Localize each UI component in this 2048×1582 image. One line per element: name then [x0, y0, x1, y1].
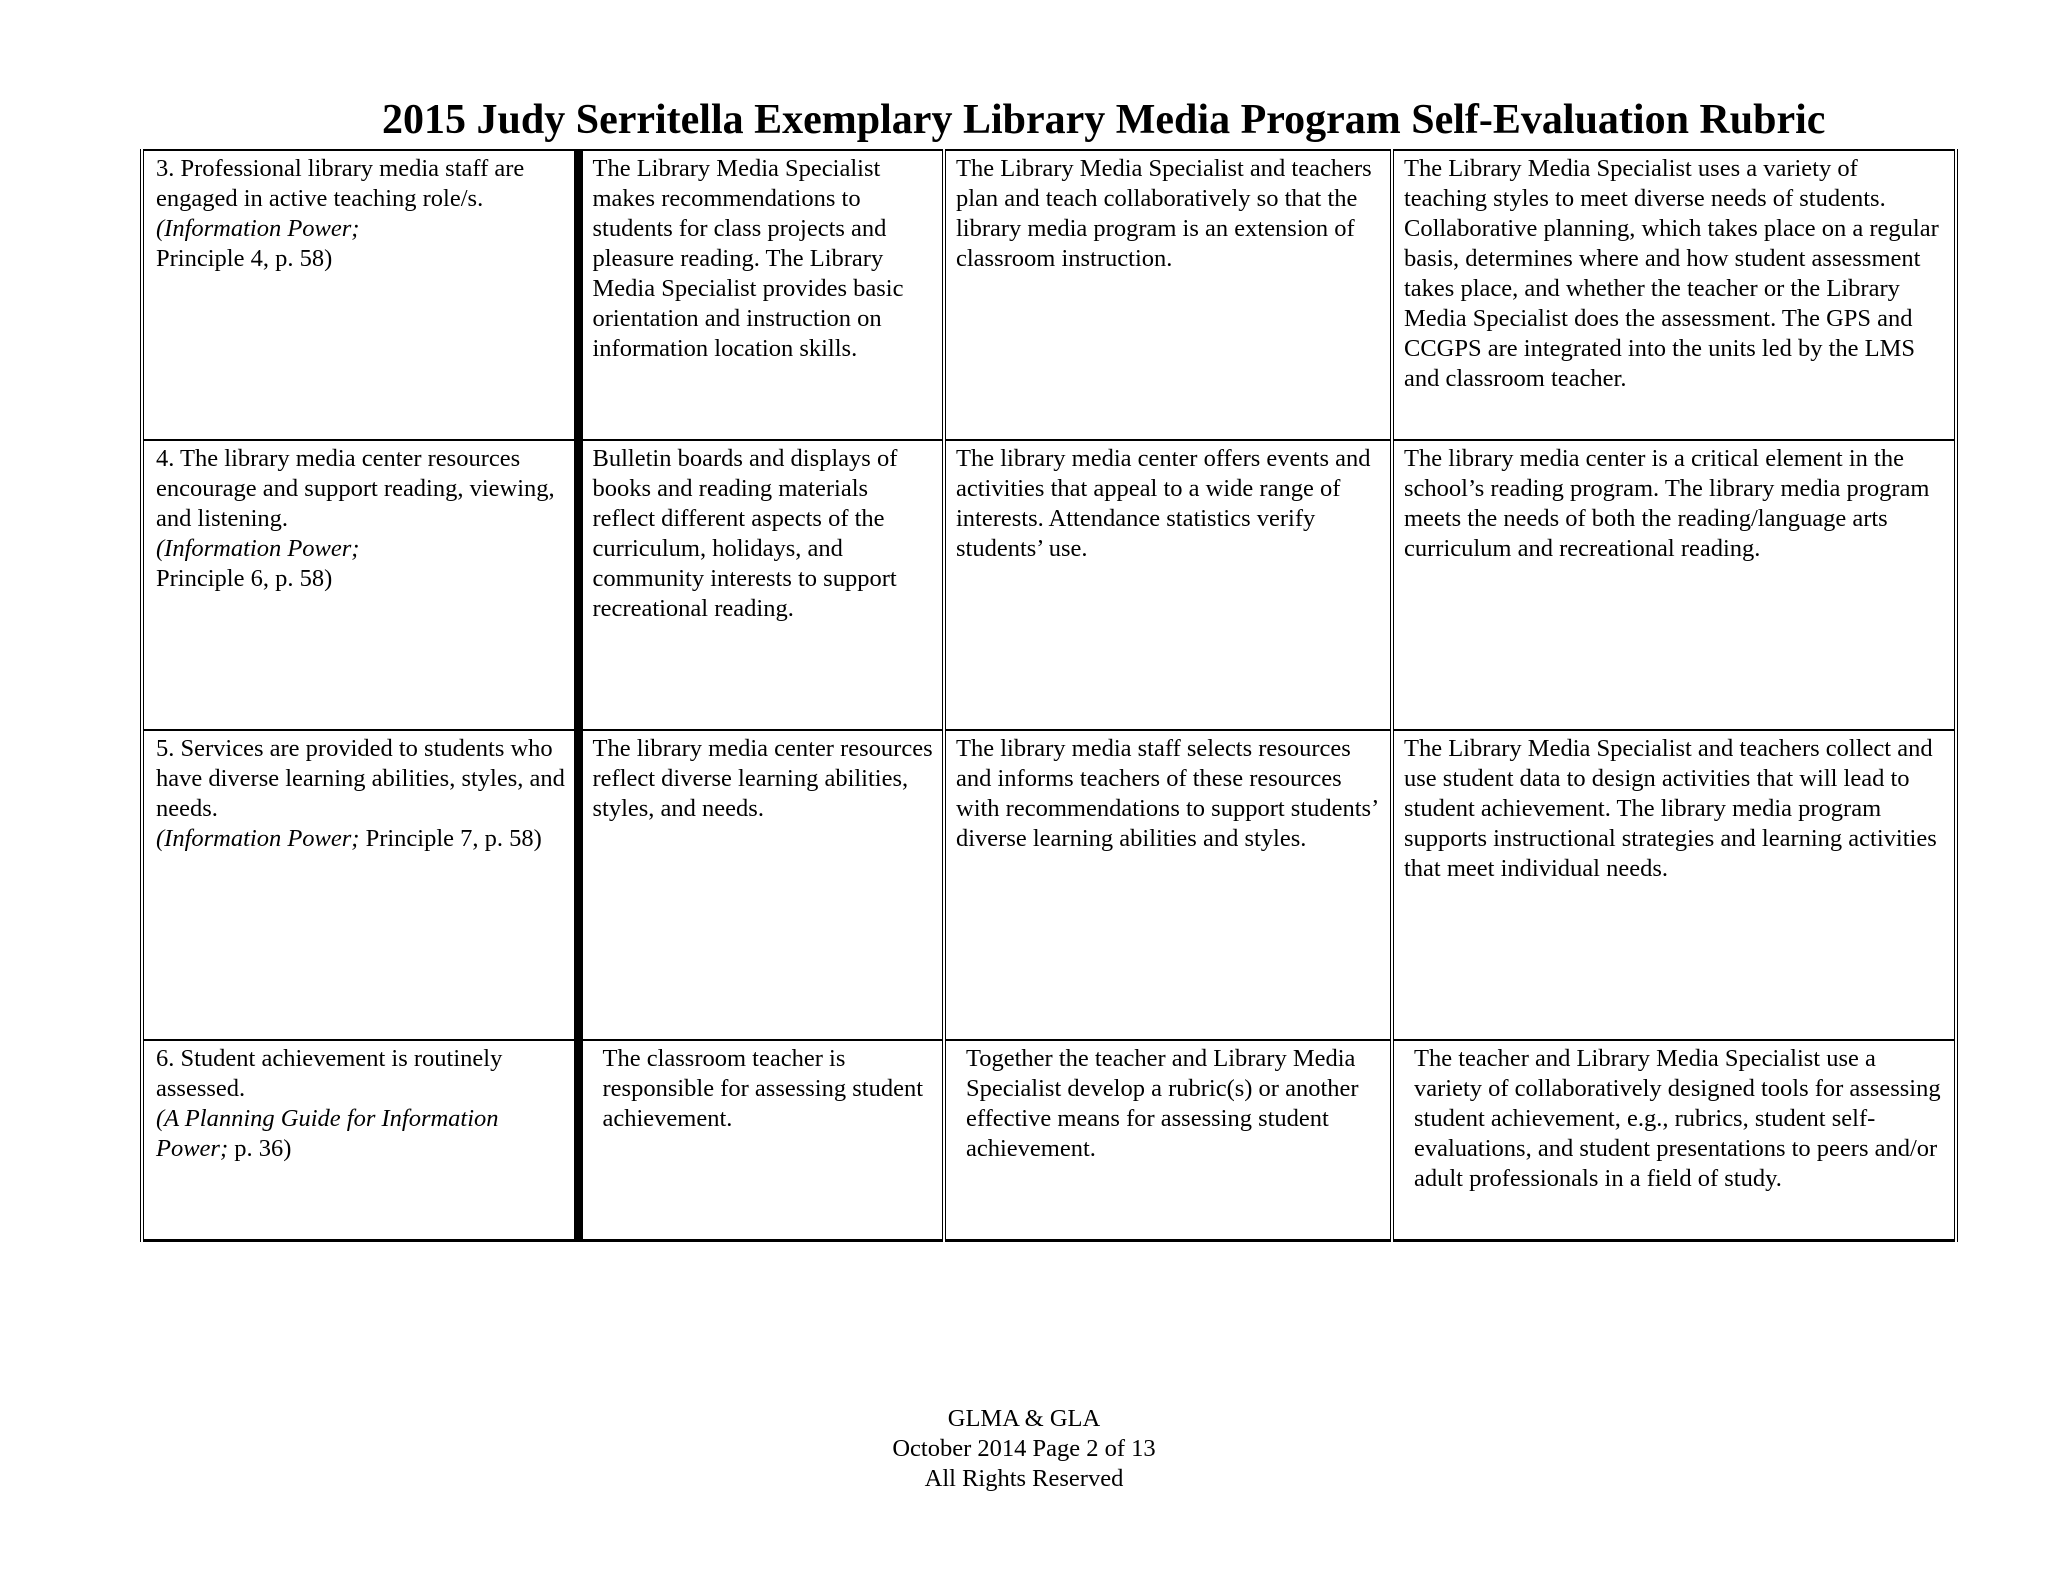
- page-footer: [0, 1404, 2048, 1494]
- table-row: [142, 1040, 1956, 1240]
- level-1-cell: Bulletin boards and displays of books and reading materials reflect different aspects of the curriculum, holidays, and community interests to support recreational reading.: [578, 440, 944, 730]
- citation-italic: (Information Power;: [156, 215, 360, 242]
- citation-text: Principle 4, p. 58): [156, 245, 333, 272]
- citation-wrap: [156, 825, 542, 852]
- criterion-cell: [142, 1040, 578, 1240]
- citation-italic: (Information Power;: [156, 825, 360, 852]
- criterion-text: 4. The library media center resources encourage and support reading, viewing, and listening.: [156, 445, 555, 532]
- page-title: 2015 Judy Serritella Exemplary Library Media Program Self-Evaluation Rubric: [382, 97, 1826, 143]
- criterion-text: 6. Student achievement is routinely assessed.: [156, 1045, 503, 1102]
- citation-text: Principle 7, p. 58): [359, 825, 542, 852]
- level-2-cell: The Library Media Specialist and teachers plan and teach collaboratively so that the library media program is an extension of classroom instruction.: [944, 150, 1392, 440]
- criterion-text: 3. Professional library media staff are engaged in active teaching role/s.: [156, 155, 525, 212]
- criterion-text: 5. Services are provided to students who have diverse learning abilities, styles, and needs.: [156, 735, 565, 822]
- citation-italic: (Information Power;: [156, 535, 360, 562]
- criterion-cell: [142, 440, 578, 730]
- level-3-cell: The Library Media Specialist and teachers collect and use student data to design activities that will lead to student achievement. The library media program supports instructional strategies and learning activities that meet individual needs.: [1392, 730, 1956, 1040]
- level-2-cell: Together the teacher and Library Media Specialist develop a rubric(s) or another effective means for assessing student achievement.: [944, 1040, 1392, 1240]
- criterion-cell: [142, 730, 578, 1040]
- level-3-cell: The teacher and Library Media Specialist use a variety of collaboratively designed tools for assessing student achievement, e.g., rubrics, student self-evaluations, and student presentations to peers and/or adult professionals in a field of study.: [1392, 1040, 1956, 1240]
- citation-text: Principle 6, p. 58): [156, 565, 333, 592]
- footer-org: GLMA & GLA: [947, 1405, 1101, 1432]
- level-2-cell: The library media center offers events and activities that appeal to a wide range of interests. Attendance statistics verify students’ use.: [944, 440, 1392, 730]
- rubric-table: [140, 149, 1958, 1242]
- criterion-cell: [142, 150, 578, 440]
- table-row: [142, 730, 1956, 1040]
- level-3-cell: The library media center is a critical element in the school’s reading program. The library media program meets the needs of both the reading/language arts curriculum and recreational reading.: [1392, 440, 1956, 730]
- level-1-cell: The library media center resources reflect diverse learning abilities, styles, and needs.: [578, 730, 944, 1040]
- level-3-cell: The Library Media Specialist uses a variety of teaching styles to meet diverse needs of students. Collaborative planning, which takes place on a regular basis, determines where and how student assessment takes place, and whether the teacher or the Library Media Specialist does the assessment. The GPS and CCGPS are integrated into the units led by the LMS and classroom teacher.: [1392, 150, 1956, 440]
- table-row: [142, 150, 1956, 440]
- footer-date-page: October 2014 Page 2 of 13: [892, 1435, 1156, 1462]
- level-1-cell: The Library Media Specialist makes recommendations to students for class projects and pleasure reading. The Library Media Specialist provides basic orientation and instruction on information location skills.: [578, 150, 944, 440]
- citation-text: p. 36): [228, 1135, 292, 1162]
- level-1-cell: The classroom teacher is responsible for assessing student achievement.: [578, 1040, 944, 1240]
- citation-italic: (A Planning Guide for Information Power;: [156, 1105, 499, 1162]
- footer-rights: All Rights Reserved: [924, 1465, 1124, 1492]
- level-2-cell: The library media staff selects resources and informs teachers of these resources with recommendations to support students’ diverse learning abilities and styles.: [944, 730, 1392, 1040]
- table-row: [142, 440, 1956, 730]
- citation-wrap: [156, 1105, 499, 1162]
